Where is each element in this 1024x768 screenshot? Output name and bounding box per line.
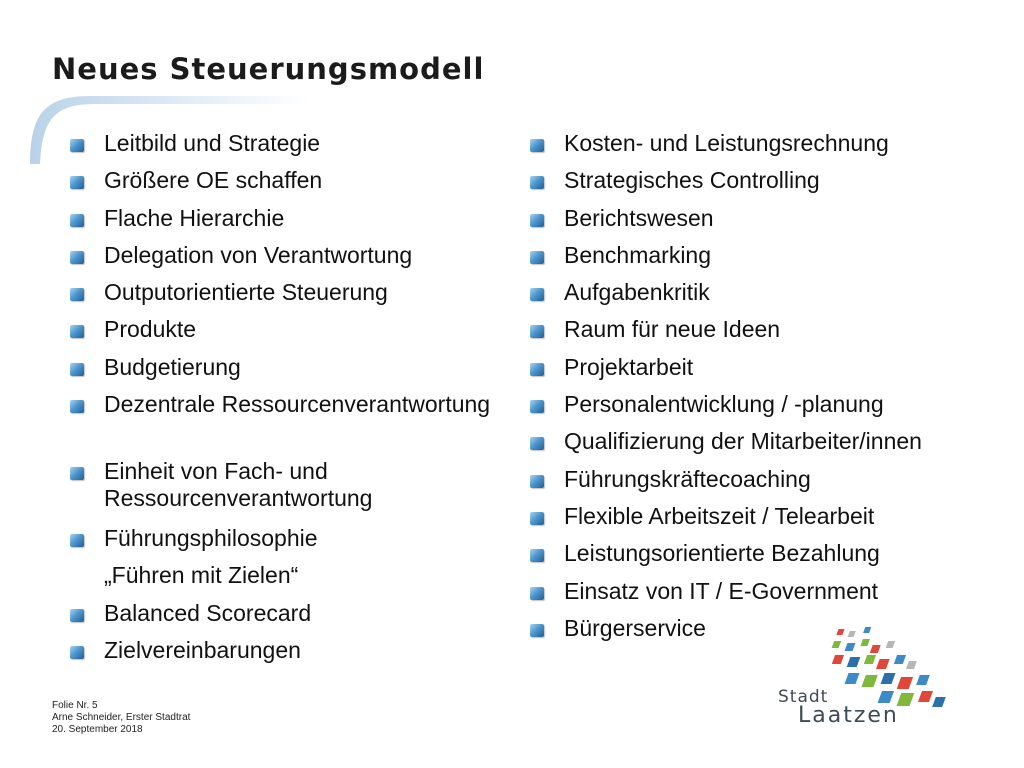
list-item-text: Balanced Scorecard — [104, 599, 312, 626]
square-bullet-icon — [70, 325, 84, 338]
square-bullet-icon — [530, 624, 544, 637]
city-logo — [770, 625, 1010, 735]
list-item — [530, 279, 1000, 316]
list-item — [530, 205, 1000, 242]
list-item — [530, 130, 1000, 167]
footer-date: 20. September 2018 — [52, 724, 143, 735]
list-item-text: Flexible Arbeitszeit / Telearbeit — [564, 502, 875, 529]
square-bullet-icon — [530, 214, 544, 227]
list-item-text: Führungsphilosophie — [104, 525, 318, 552]
square-bullet-icon — [70, 214, 84, 227]
list-item-text: Outputorientierte Steuerung — [104, 279, 388, 306]
list-item — [530, 167, 1000, 204]
list-item-text: Qualifizierung der Mitarbeiter/innen — [564, 428, 922, 455]
list-item — [70, 391, 510, 458]
list-item — [70, 205, 510, 242]
square-bullet-icon — [70, 467, 84, 480]
list-item — [70, 316, 510, 353]
logo-text-city: Laatzen — [798, 703, 899, 728]
list-item-text: Delegation von Verantwortung — [104, 241, 413, 268]
list-item — [70, 637, 510, 674]
square-bullet-icon — [530, 549, 544, 562]
list-item — [70, 525, 510, 562]
square-bullet-icon — [530, 512, 544, 525]
square-bullet-icon — [530, 176, 544, 189]
list-item-text: Leistungsorientierte Bezahlung — [564, 540, 880, 567]
slide-number: Folie Nr. 5 — [52, 700, 98, 711]
list-item-text: Kosten- und Leistungsrechnung — [564, 130, 889, 156]
list-item-text: Aufgabenkritik — [564, 279, 710, 306]
square-bullet-icon — [530, 139, 544, 152]
list-item — [70, 458, 510, 525]
list-item — [70, 130, 510, 167]
list-item-text: Personalentwicklung / -planung — [564, 391, 884, 418]
slide-title: Neues Steuerungsmodell — [52, 52, 485, 86]
square-bullet-icon — [70, 363, 84, 376]
square-bullet-icon — [530, 437, 544, 450]
square-bullet-icon — [530, 251, 544, 264]
list-item-text: Größere OE schaffen — [104, 167, 323, 194]
list-item — [70, 279, 510, 316]
list-item — [530, 578, 1000, 615]
list-item-text: Projektarbeit — [564, 353, 694, 380]
square-bullet-icon — [70, 176, 84, 189]
square-bullet-icon — [530, 587, 544, 600]
list-item — [70, 354, 510, 391]
square-bullet-icon — [70, 534, 84, 547]
list-item — [530, 503, 1000, 540]
list-item-text: Flache Hierarchie — [104, 204, 285, 231]
list-item-text: Einsatz von IT / E-Government — [564, 577, 879, 604]
list-item — [530, 540, 1000, 577]
list-item-text: Leitbild und Strategie — [104, 130, 321, 156]
list-item-text: „Führen mit Zielen“ — [104, 562, 299, 589]
list-item — [530, 242, 1000, 279]
list-item-text: Berichtswesen — [564, 204, 714, 231]
slide-footer — [52, 700, 190, 736]
square-bullet-icon — [70, 251, 84, 264]
list-item-text: Führungskräftecoaching — [564, 465, 811, 492]
square-bullet-icon — [70, 400, 84, 413]
square-bullet-icon — [530, 475, 544, 488]
list-item — [530, 428, 1000, 465]
left-bullet-list — [70, 130, 510, 674]
list-item-text: Benchmarking — [564, 241, 712, 268]
list-item-continuation — [70, 562, 510, 599]
logo-text-stadt: Stadt — [778, 687, 829, 707]
list-item — [70, 600, 510, 637]
list-item — [530, 354, 1000, 391]
list-item-text: Einheit von Fach- und Ressourcenverantwortung — [104, 458, 373, 512]
right-bullet-list — [530, 130, 1000, 652]
square-bullet-icon — [530, 325, 544, 338]
list-item-text: Dezentrale Ressourcenverantwortung — [104, 391, 491, 418]
list-item-text: Produkte — [104, 316, 197, 343]
square-bullet-icon — [70, 609, 84, 622]
list-item — [70, 242, 510, 279]
square-bullet-icon — [530, 288, 544, 301]
logo-mosaic-icon — [810, 625, 1010, 715]
list-item-text: Zielvereinbarungen — [104, 636, 301, 663]
list-item-text: Budgetierung — [104, 353, 241, 380]
list-item — [530, 466, 1000, 503]
square-bullet-icon — [70, 139, 84, 152]
list-item — [70, 167, 510, 204]
square-bullet-icon — [70, 288, 84, 301]
footer-author: Arne Schneider, Erster Stadtrat — [52, 712, 191, 723]
list-item-text: Bürgerservice — [564, 614, 706, 641]
list-item — [530, 316, 1000, 353]
list-item-text: Raum für neue Ideen — [564, 316, 781, 343]
square-bullet-icon — [530, 400, 544, 413]
square-bullet-icon — [70, 646, 84, 659]
list-item — [530, 391, 1000, 428]
square-bullet-icon — [530, 363, 544, 376]
list-item-text: Strategisches Controlling — [564, 167, 820, 194]
